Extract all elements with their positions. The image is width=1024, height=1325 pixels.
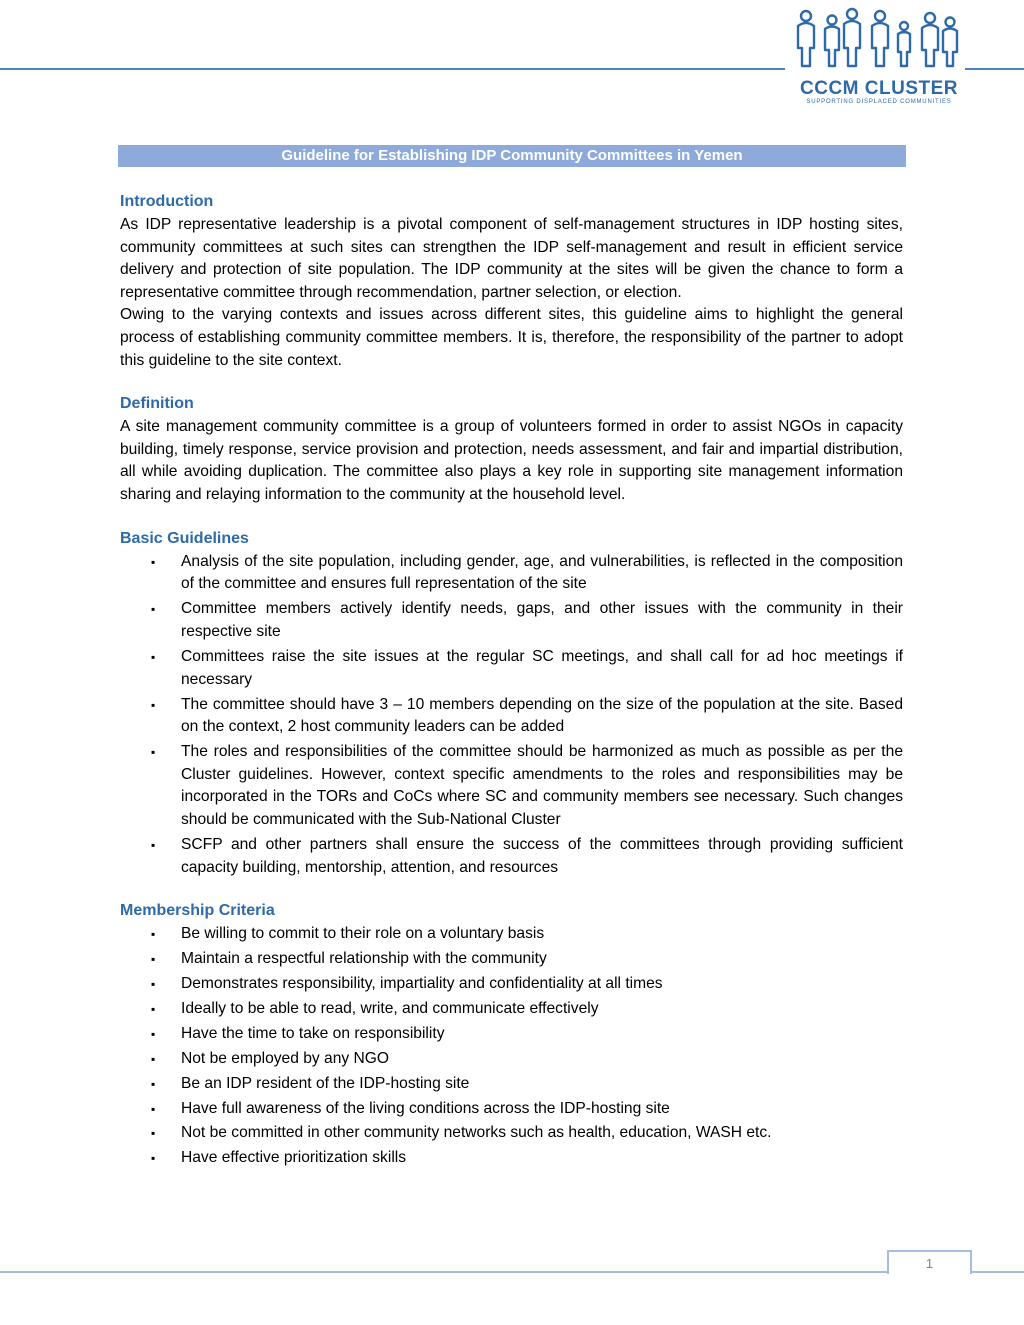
bullet-icon: ▪	[151, 602, 156, 617]
definition-heading: Definition	[120, 395, 194, 413]
footer-rule	[0, 1271, 887, 1273]
page-number: 1	[925, 1256, 934, 1271]
list-item-text: Not be committed in other community networks such as health, education, WASH etc.	[181, 1124, 772, 1142]
list-item	[120, 694, 903, 739]
list-item	[120, 973, 903, 996]
header-rule	[0, 68, 785, 70]
membership-criteria-section	[120, 899, 903, 1170]
list-item-text: The roles and responsibilities of the committee should be harmonized as much as possible as per the Cluster guidelines. However, context specific amendments to the roles and responsibilities may be incorporated in the TORs and CoCs where SC and community members see necessary. Such changes should be communicated with the Sub-National Cluster	[181, 743, 903, 829]
basic-guidelines-heading: Basic Guidelines	[120, 529, 249, 547]
list-item	[120, 646, 903, 691]
membership-criteria-heading: Membership Criteria	[120, 902, 275, 920]
basic-guidelines-section	[120, 527, 903, 880]
list-item-text: Have effective prioritization skills	[181, 1149, 407, 1167]
footer-rule-right	[970, 1271, 1024, 1273]
basic-guidelines-list	[120, 551, 903, 880]
list-item-text: Analysis of the site population, including gender, age, and vulnerabilities, is reflected in the composition of the committee and ensures full representation of the site	[181, 552, 903, 593]
introduction-section	[120, 190, 903, 372]
list-item	[120, 998, 903, 1021]
list-item-text: Demonstrates responsibility, impartiality and confidentiality at all times	[181, 975, 663, 993]
document-body	[120, 190, 903, 1190]
bullet-icon: ▪	[151, 1051, 156, 1066]
list-item-text: Committee members actively identify needs, gaps, and other issues with the community in their respective site	[181, 600, 903, 640]
document-title: Guideline for Establishing IDP Community Committees in Yemen	[118, 145, 906, 167]
introduction-paragraph-2: Owing to the varying contexts and issues across different sites, this guideline aims to highlight the general process of establishing community committee members. It is, therefore, the responsibility of the partner to adopt this guideline to the site context.	[120, 306, 903, 369]
header-rule-right	[965, 68, 1024, 70]
bullet-icon: ▪	[151, 1026, 156, 1041]
people-silhouettes-icon	[788, 6, 968, 78]
logo-name: CCCM CLUSTER	[800, 78, 958, 99]
list-item-text: Have the time to take on responsibility	[181, 1024, 445, 1042]
list-item	[120, 923, 903, 946]
list-item-text: Be willing to commit to their role on a voluntary basis	[181, 925, 545, 943]
bullet-icon: ▪	[151, 1101, 156, 1116]
list-item	[120, 551, 903, 596]
definition-section	[120, 392, 903, 506]
bullet-icon: ▪	[151, 1076, 156, 1091]
list-item-text: Be an IDP resident of the IDP-hosting site	[181, 1074, 470, 1092]
list-item-text: Ideally to be able to read, write, and communicate effectively	[181, 1000, 599, 1018]
list-item	[120, 598, 903, 643]
list-item	[120, 1048, 903, 1071]
list-item	[120, 834, 903, 879]
list-item-text: Have full awareness of the living conditions across the IDP-hosting site	[181, 1099, 670, 1117]
bullet-icon: ▪	[151, 927, 156, 942]
list-item	[120, 1147, 903, 1170]
membership-criteria-list	[120, 923, 903, 1170]
list-item	[120, 948, 903, 971]
list-item	[120, 1098, 903, 1121]
list-item	[120, 1023, 903, 1046]
bullet-icon: ▪	[151, 697, 156, 712]
list-item	[120, 1122, 903, 1145]
list-item-text: Not be employed by any NGO	[181, 1049, 390, 1067]
list-item-text: The committee should have 3 – 10 members depending on the size of the population at the site. Based on the context, 2 host community leaders can be added	[181, 695, 903, 736]
bullet-icon: ▪	[151, 1002, 156, 1017]
list-item	[120, 1073, 903, 1096]
list-item-text: Maintain a respectful relationship with the community	[181, 950, 547, 968]
bullet-icon: ▪	[151, 1151, 156, 1166]
logo-tagline: SUPPORTING DISPLACED COMMUNITIES	[806, 99, 952, 105]
bullet-icon: ▪	[151, 1126, 156, 1141]
introduction-heading: Introduction	[120, 193, 214, 210]
bullet-icon: ▪	[151, 952, 156, 967]
list-item-text: SCFP and other partners shall ensure the success of the committees through providing sufficient capacity building, mentorship, attention, and resources	[181, 836, 903, 876]
definition-paragraph: A site management community committee is a group of volunteers formed in order to assist NGOs in capacity building, timely response, service provision and protection, needs assessment, and fair and impartial distribution, all while avoiding duplication. The committee also plays a key role in supporting site management information sharing and relaying information to the community at the household level.	[120, 418, 903, 503]
list-item-text: Committees raise the site issues at the regular SC meetings, and shall call for ad hoc meetings if necessary	[181, 647, 903, 688]
bullet-icon: ▪	[151, 745, 156, 760]
introduction-paragraph-1: As IDP representative leadership is a pivotal component of self-management structures in IDP hosting sites, community committees at such sites can strengthen the IDP self-management and result in efficient service delivery and protection of site population. The IDP community at the sites will be given the chance to form a representative committee through recommendation, partner selection, or election.	[120, 216, 903, 301]
list-item	[120, 741, 903, 831]
bullet-icon: ▪	[151, 838, 156, 853]
cccm-cluster-logo	[788, 6, 968, 105]
bullet-icon: ▪	[151, 649, 156, 664]
bullet-icon: ▪	[151, 977, 156, 992]
bullet-icon: ▪	[151, 554, 156, 569]
